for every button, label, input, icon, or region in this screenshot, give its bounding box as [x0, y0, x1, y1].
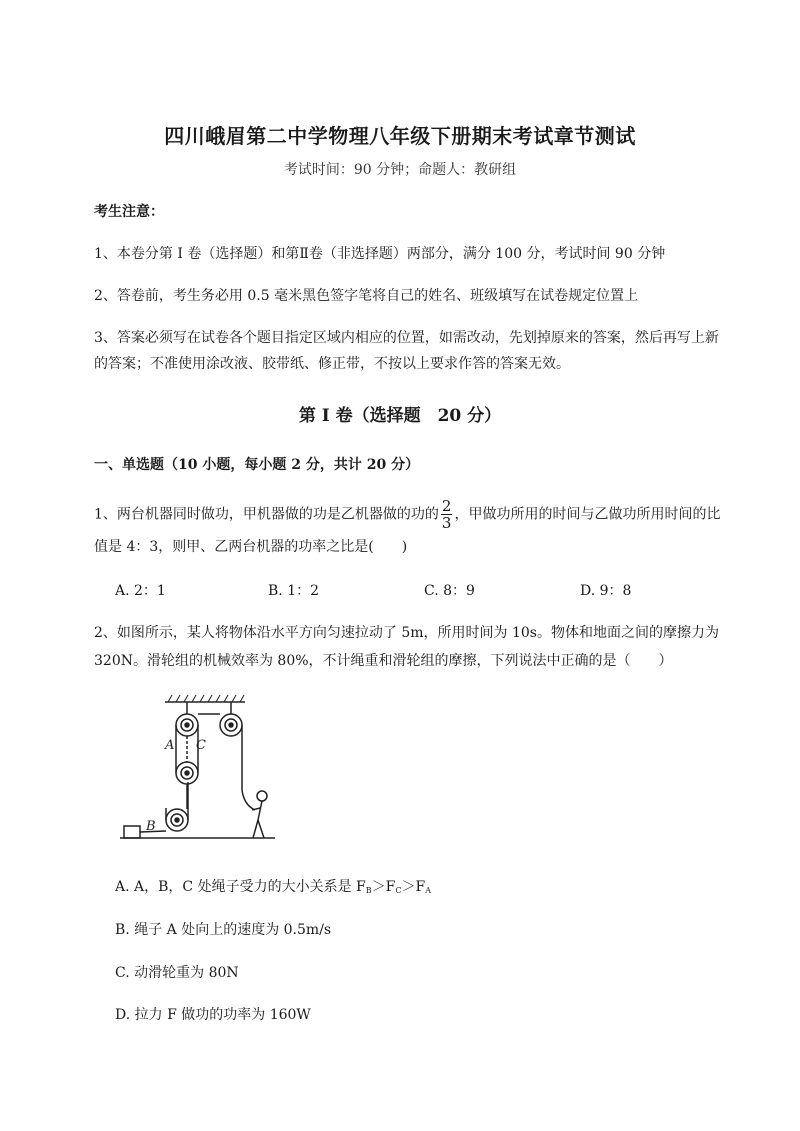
q2-option-a-text: A. A，B，C 处绳子受力的大小关系是 F: [115, 879, 366, 895]
q2-option-a[interactable]: [115, 876, 431, 896]
q1-option-d[interactable]: D. 9：8: [580, 583, 632, 599]
part-heading: 一、单选题（10 小题，每小题 2 分，共计 20 分）: [94, 457, 420, 473]
notice-item-2: 2、答卷前，考生务必用 0.5 毫米黑色签字笔将自己的姓名、班级填写在试卷规定位置上: [94, 288, 639, 304]
notice-item-1: 1、本卷分第 I 卷（选择题）和第Ⅱ卷（非选择题）两部分，满分 100 分，考试时间 90 分钟: [94, 246, 666, 262]
notice-item-3-cont: 的答案；不准使用涂改液、胶带纸、修正带，不按以上要求作答的答案无效。: [94, 356, 570, 372]
label-a: A: [165, 738, 175, 753]
q1-text-after: ，甲做功所用的时间与乙做功所用时间的比: [454, 506, 721, 523]
q1-option-b[interactable]: B. 1：2: [268, 583, 320, 599]
q1-option-a[interactable]: A. 2：1: [115, 583, 166, 599]
notice-heading: 考生注意：: [94, 204, 164, 220]
subscript-c: C: [395, 886, 402, 895]
subscript-b: B: [365, 886, 372, 895]
q2-option-a-gt2: ＞F: [401, 879, 426, 895]
question-2-line-1: 2、如图所示，某人将物体沿水平方向匀速拉动了 5m，所用时间为 10s。物体和地面之间的摩擦力为: [94, 625, 719, 641]
fraction: [441, 498, 453, 531]
question-1-line-2: 值是 4：3，则甲、乙两台机器的功率之比是( ): [94, 539, 408, 555]
exam-info: 考试时间：90 分钟；命题人：教研组: [283, 162, 517, 178]
page-title: 四川峨眉第二中学物理八年级下册期末考试章节测试: [164, 124, 636, 148]
question-1-line-1: [94, 498, 720, 531]
section-title: 第 I 卷（选择题 20 分）: [298, 406, 502, 426]
q2-option-a-gt1: ＞F: [371, 879, 396, 895]
question-2-line-2: 320N。滑轮组的机械效率为 80%，不计绳重和滑轮组的摩擦，下列说法中正确的是（ ）: [94, 653, 673, 669]
q1-option-c[interactable]: C. 8：9: [424, 583, 475, 599]
notice-item-3: 3、答案必须写在试卷各个题目指定区域内相应的位置，如需改动，先划掉原来的答案，然后再写上新: [94, 330, 719, 346]
label-b: B: [146, 819, 156, 834]
label-c: C: [196, 738, 206, 753]
q1-text-before: 1、两台机器同时做功，甲机器做的功是乙机器做的功的: [94, 506, 439, 523]
q2-option-d[interactable]: D. 拉力 F 做功的功率为 160W: [115, 1007, 311, 1023]
q2-option-c[interactable]: C. 动滑轮重为 80N: [115, 965, 239, 981]
fraction-denominator: 3: [441, 514, 452, 532]
pulley-diagram: [110, 690, 280, 850]
q2-option-b[interactable]: B. 绳子 A 处向上的速度为 0.5m/s: [115, 922, 332, 938]
fraction-numerator: 2: [441, 497, 452, 515]
subscript-a: A: [425, 886, 431, 895]
